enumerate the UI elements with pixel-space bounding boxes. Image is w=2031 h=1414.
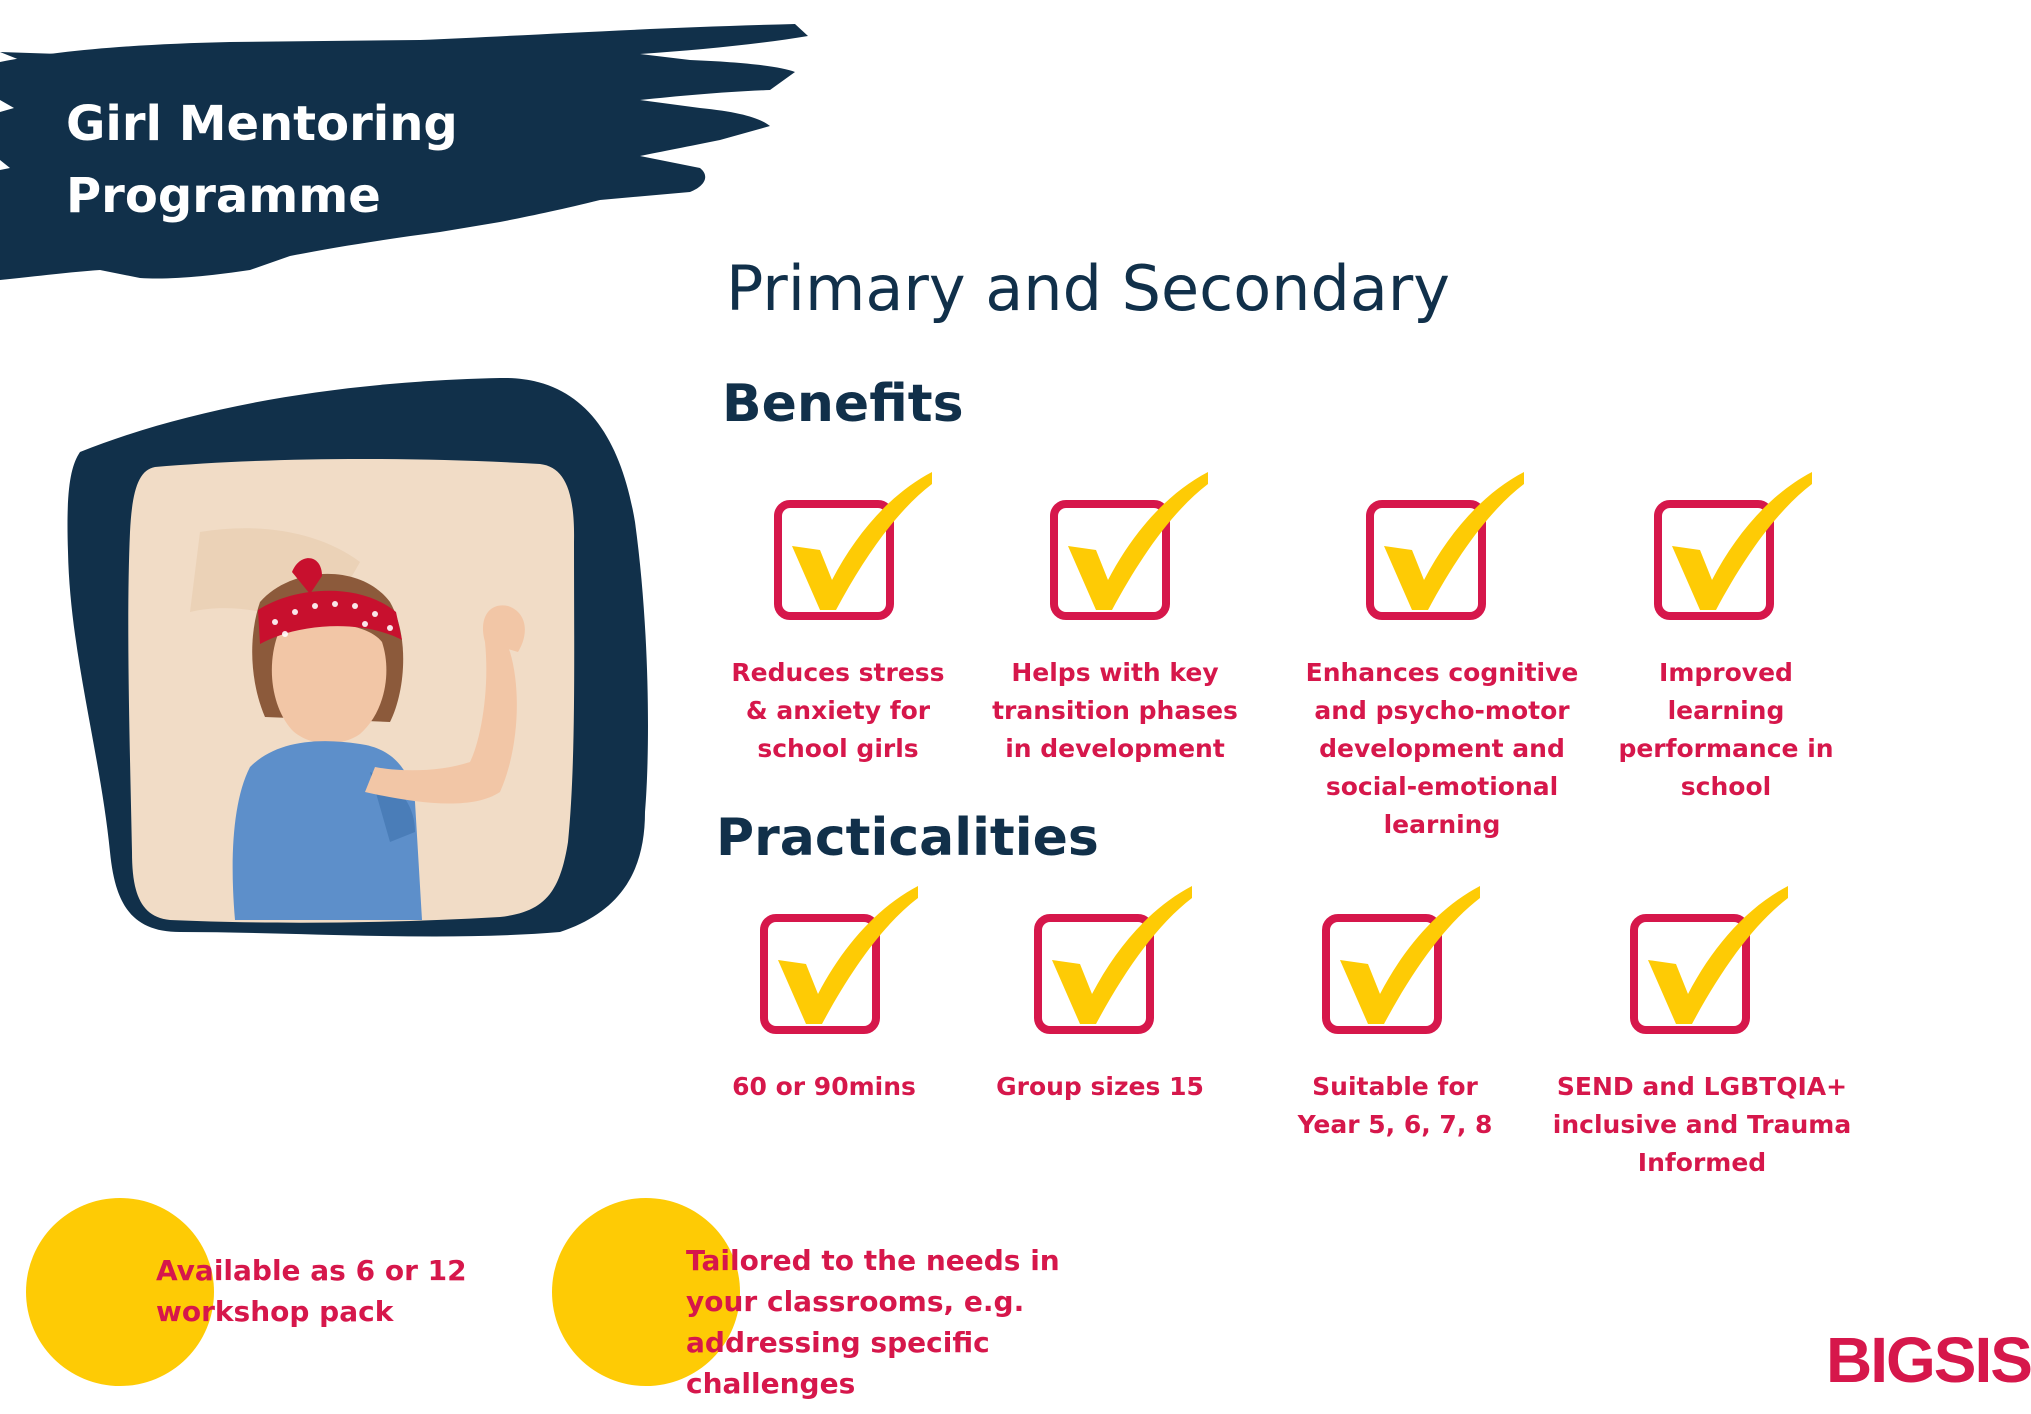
benefit-label: Enhances cognitive and psycho-motor development and social-emotional learning	[1305, 658, 1579, 839]
checkbox-check-icon	[1318, 884, 1488, 1044]
checkbox-check-icon	[1046, 470, 1216, 630]
girl-flexing-arm-photo	[128, 459, 574, 923]
practicality-label: Suitable for Year 5, 6, 7, 8	[1297, 1072, 1493, 1139]
practicalities-heading: Practicalities	[716, 808, 1099, 868]
benefits-heading: Benefits	[722, 374, 964, 434]
tailored-note: Tailored to the needs in your classrooms, e.g. addressing specific challenges	[686, 1244, 1060, 1400]
checkbox-check-icon	[1626, 884, 1796, 1044]
benefit-label: Reduces stress & anxiety for school girls	[731, 658, 945, 763]
bigsis-logo-text: BIGSIS	[1826, 1324, 2031, 1396]
practicality-label: Group sizes 15	[996, 1072, 1204, 1101]
practicality-label: SEND and LGBTQIA+ inclusive and Trauma Informed	[1552, 1072, 1852, 1177]
benefit-label: Improved learning performance in school	[1618, 658, 1834, 801]
checkbox-check-icon	[770, 470, 940, 630]
photo-frame	[60, 372, 660, 952]
checkbox-check-icon	[756, 884, 926, 1044]
benefit-label: Helps with key transition phases in development	[992, 658, 1238, 763]
practicality-label: 60 or 90mins	[732, 1072, 916, 1101]
bigsis-logo	[1826, 1320, 2031, 1404]
checkbox-check-icon	[1650, 470, 1820, 630]
checkbox-check-icon	[1362, 470, 1532, 630]
workshop-pack-note: Available as 6 or 12 workshop pack	[156, 1254, 467, 1328]
page-subtitle: Primary and Secondary	[726, 252, 1450, 325]
checkbox-check-icon	[1030, 884, 1200, 1044]
banner-title: Girl Mentoring Programme	[66, 96, 458, 224]
